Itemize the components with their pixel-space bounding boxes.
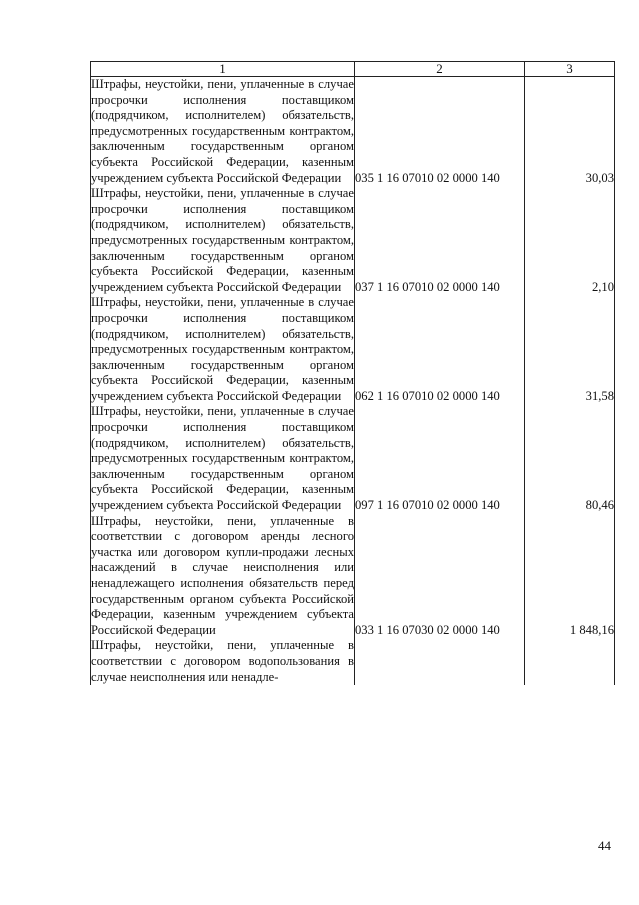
row-amount: 1 848,16 xyxy=(525,514,615,639)
row-description: Штрафы, неустойки, пени, уплаченные в соответствии с договором аренды лесного участка или договором купли-продажи лесных насаждений в случае неисполнения или ненадлежащего исполнения обязательств перед государственным органом субъекта Российской Федерации, казенным учреждением субъекта Российской Федерации xyxy=(91,513,354,637)
table-row xyxy=(91,186,615,295)
row-description: Штрафы, неустойки, пени, уплаченные в случае просрочки исполнения поставщиком (подрядчиком, исполнителем) обязательств, предусмотренных государственным контрактом, заключенным государственным органом субъекта Российской Федерации, казенным учреждением субъекта Российской Федерации xyxy=(91,186,354,294)
table-header-row xyxy=(91,62,615,77)
row-description: Штрафы, неустойки, пени, уплаченные в соответствии с договором водопользования в случае неисполнения или ненадле- xyxy=(91,638,354,684)
column-header-3: 3 xyxy=(525,62,615,77)
revenue-table xyxy=(90,61,615,685)
row-amount: 80,46 xyxy=(525,404,615,513)
page-number: 44 xyxy=(598,838,611,853)
row-description: Штрафы, неустойки, пени, уплаченные в случае просрочки исполнения поставщиком (подрядчиком, исполнителем) обязательств, предусмотренных государственным контрактом, заключенным государственным органом субъекта Российской Федерации, казенным учреждением субъекта Российской Федерации xyxy=(91,295,354,403)
row-amount: 31,58 xyxy=(525,295,615,404)
row-budget-code: 037 1 16 07010 02 0000 140 xyxy=(355,186,525,295)
row-description: Штрафы, неустойки, пени, уплаченные в случае просрочки исполнения поставщиком (подрядчиком, исполнителем) обязательств, предусмотренных государственным контрактом, заключенным государственным органом субъекта Российской Федерации, казенным учреждением субъекта Российской Федерации xyxy=(91,77,354,185)
column-header-2: 2 xyxy=(355,62,525,77)
row-budget-code: 062 1 16 07010 02 0000 140 xyxy=(355,295,525,404)
column-header-1: 1 xyxy=(91,62,355,77)
table-row xyxy=(91,295,615,404)
row-description: Штрафы, неустойки, пени, уплаченные в случае просрочки исполнения поставщиком (подрядчиком, исполнителем) обязательств, предусмотренных государственным контрактом, заключенным государственным органом субъекта Российской Федерации, казенным учреждением субъекта Российской Федерации xyxy=(91,404,354,513)
row-amount: 2,10 xyxy=(525,186,615,295)
table-row xyxy=(91,404,615,513)
row-budget-code: 033 1 16 07030 02 0000 140 xyxy=(355,514,525,639)
table-row xyxy=(91,514,615,639)
row-amount xyxy=(525,638,615,685)
row-budget-code: 035 1 16 07010 02 0000 140 xyxy=(355,77,525,187)
table-row xyxy=(91,77,615,187)
row-budget-code xyxy=(355,638,525,685)
table-row-continued xyxy=(91,638,615,685)
row-amount: 30,03 xyxy=(525,77,615,187)
row-budget-code: 097 1 16 07010 02 0000 140 xyxy=(355,404,525,513)
